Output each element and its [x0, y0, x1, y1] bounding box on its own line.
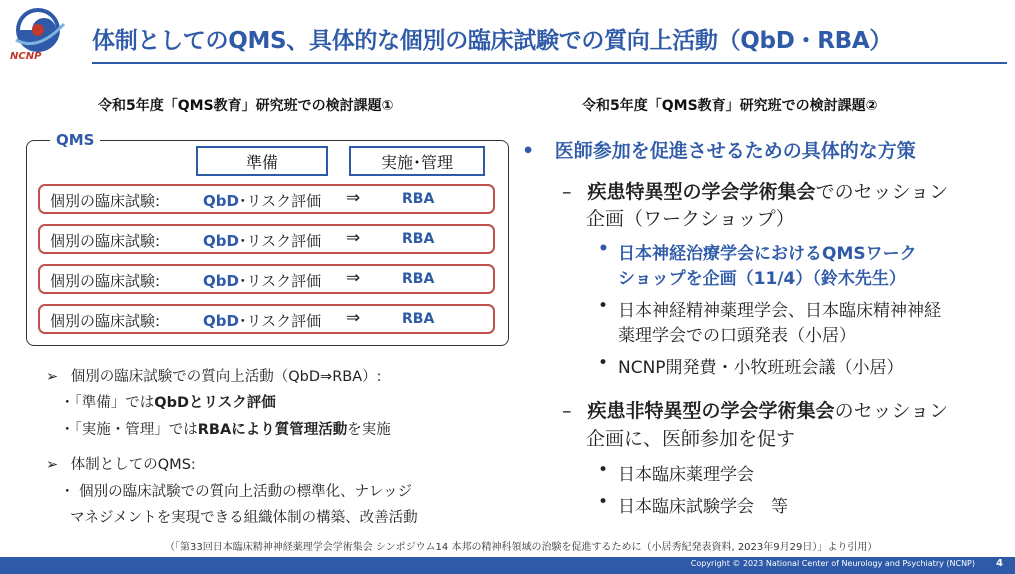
risk-text: ･リスク評価	[238, 232, 322, 250]
ncnp-meeting: NCNP開発費・小牧班班会議（小居）	[618, 358, 904, 378]
disease-specific-bold: 疾患特異型の学会学術集会	[587, 181, 816, 203]
rba-text: RBA	[402, 191, 435, 207]
dash-icon: –	[562, 181, 572, 203]
rba-text: RBA	[402, 311, 435, 327]
sub-bullet-prefix: ・「実施・管理」では	[60, 422, 198, 438]
qms-label: QMS	[50, 131, 100, 149]
oral-presentation-line1: 日本神経精神薬理学会、日本臨床精神神経	[618, 301, 941, 321]
page-number: 4	[996, 558, 1003, 569]
logo-text: NCNP	[10, 51, 42, 62]
trial-row	[38, 264, 495, 294]
sub-bullet-exec	[60, 418, 391, 439]
risk-text: ･リスク評価	[238, 312, 322, 330]
disease-nonspecific-line2: 企画に、医師参加を促す	[586, 428, 796, 450]
disease-nonspecific-bold: 疾患非特異型の学会学術集会	[587, 400, 835, 422]
ncnp-logo	[8, 4, 80, 66]
bullet-quality-activity	[46, 365, 382, 386]
arrow-glyph: ⇒	[346, 188, 361, 208]
disease-nonspecific-rest: のセッション	[834, 400, 949, 422]
sub-bullet-bold: QbDとリスク評価	[154, 395, 276, 411]
dash-icon: –	[562, 400, 572, 422]
disease-specific-item	[562, 177, 948, 204]
disease-nonspecific-item	[562, 396, 948, 423]
trial-label: 個別の臨床試験:	[50, 272, 161, 290]
arrow-bullet-icon: ➢	[46, 457, 59, 473]
rba-text: RBA	[402, 271, 435, 287]
arrow-glyph: ⇒	[346, 268, 361, 288]
qbd-text: QbD	[203, 192, 239, 210]
trial-row	[38, 304, 495, 334]
sub-bullet-standardize: ・ 個別の臨床試験での質向上活動の標準化、ナレッジ	[60, 484, 413, 500]
qbd-risk-text	[203, 230, 321, 251]
col-header-prep: 準備	[196, 146, 328, 176]
trial-row	[38, 184, 495, 214]
item-bullet-icon: •	[598, 353, 609, 373]
qbd-text: QbD	[203, 312, 239, 330]
sub-bullet-suffix: を実施	[347, 422, 391, 438]
citation-footnote: （「第33回日本臨床精神神経薬理学会学術集会 シンポジウム14 本邦の精神科領域の治験を促進するために（小居秀紀発表資料, 2023年9月29日）」より引用）	[165, 542, 878, 553]
qbd-risk-text	[203, 270, 321, 291]
left-heading: 令和5年度「QMS教育」研究班での検討課題①	[98, 98, 394, 114]
level1-bullet	[522, 136, 916, 163]
society-item: 日本臨床薬理学会	[618, 465, 754, 485]
arrow-glyph: ⇒	[346, 228, 361, 248]
qbd-risk-text	[203, 190, 321, 211]
copyright-text: Copyright © 2023 National Center of Neurology and Psychiatry (NCNP)	[690, 559, 975, 568]
trial-label: 個別の臨床試験:	[50, 312, 161, 330]
bullet-qms-system	[46, 453, 196, 474]
title-divider	[92, 62, 1007, 64]
society-item: 日本臨床試験学会 等	[618, 497, 788, 517]
qbd-text: QbD	[203, 232, 239, 250]
bullet-text: 体制としてのQMS:	[70, 457, 196, 473]
right-heading: 令和5年度「QMS教育」研究班での検討課題②	[582, 98, 878, 114]
sub-bullet-bold: RBAにより質管理活動	[197, 422, 348, 438]
col-header-exec: 実施･管理	[349, 146, 485, 176]
bullet-text: 個別の臨床試験での質向上活動（QbD⇒RBA）:	[70, 369, 382, 385]
workshop-line1: 日本神経治療学会におけるQMSワーク	[618, 244, 917, 264]
trial-label: 個別の臨床試験:	[50, 192, 161, 210]
disease-specific-line2: 企画（ワークショップ）	[586, 208, 795, 230]
bullet-dot-icon: •	[522, 140, 535, 162]
trial-row	[38, 224, 495, 254]
qbd-text: QbD	[203, 272, 239, 290]
item-bullet-icon: •	[598, 492, 609, 512]
disease-specific-rest: でのセッション	[815, 181, 949, 203]
arrow-glyph: ⇒	[346, 308, 361, 328]
sub-bullet-prefix: ・「準備」では	[60, 395, 155, 411]
slide-title: 体制としてのQMS、具体的な個別の臨床試験での質向上活動（QbD・RBA）	[92, 28, 893, 54]
risk-text: ･リスク評価	[238, 192, 322, 210]
item-bullet-icon: •	[598, 239, 609, 259]
trial-label: 個別の臨床試験:	[50, 232, 161, 250]
level1-text: 医師参加を促進させるための具体的な方策	[554, 140, 916, 162]
item-bullet-icon: •	[598, 296, 609, 316]
item-bullet-icon: •	[598, 460, 609, 480]
sub-bullet-standardize-cont: マネジメントを実現できる組織体制の構築、改善活動	[70, 510, 418, 526]
oral-presentation-line2: 薬理学会での口頭発表（小居）	[618, 326, 856, 346]
sub-bullet-prep	[60, 391, 276, 412]
rba-text: RBA	[402, 231, 435, 247]
workshop-line2: ショップを企画（11/4）（鈴木先生）	[618, 269, 906, 289]
arrow-bullet-icon: ➢	[46, 369, 59, 385]
qbd-risk-text	[203, 310, 321, 331]
risk-text: ･リスク評価	[238, 272, 322, 290]
